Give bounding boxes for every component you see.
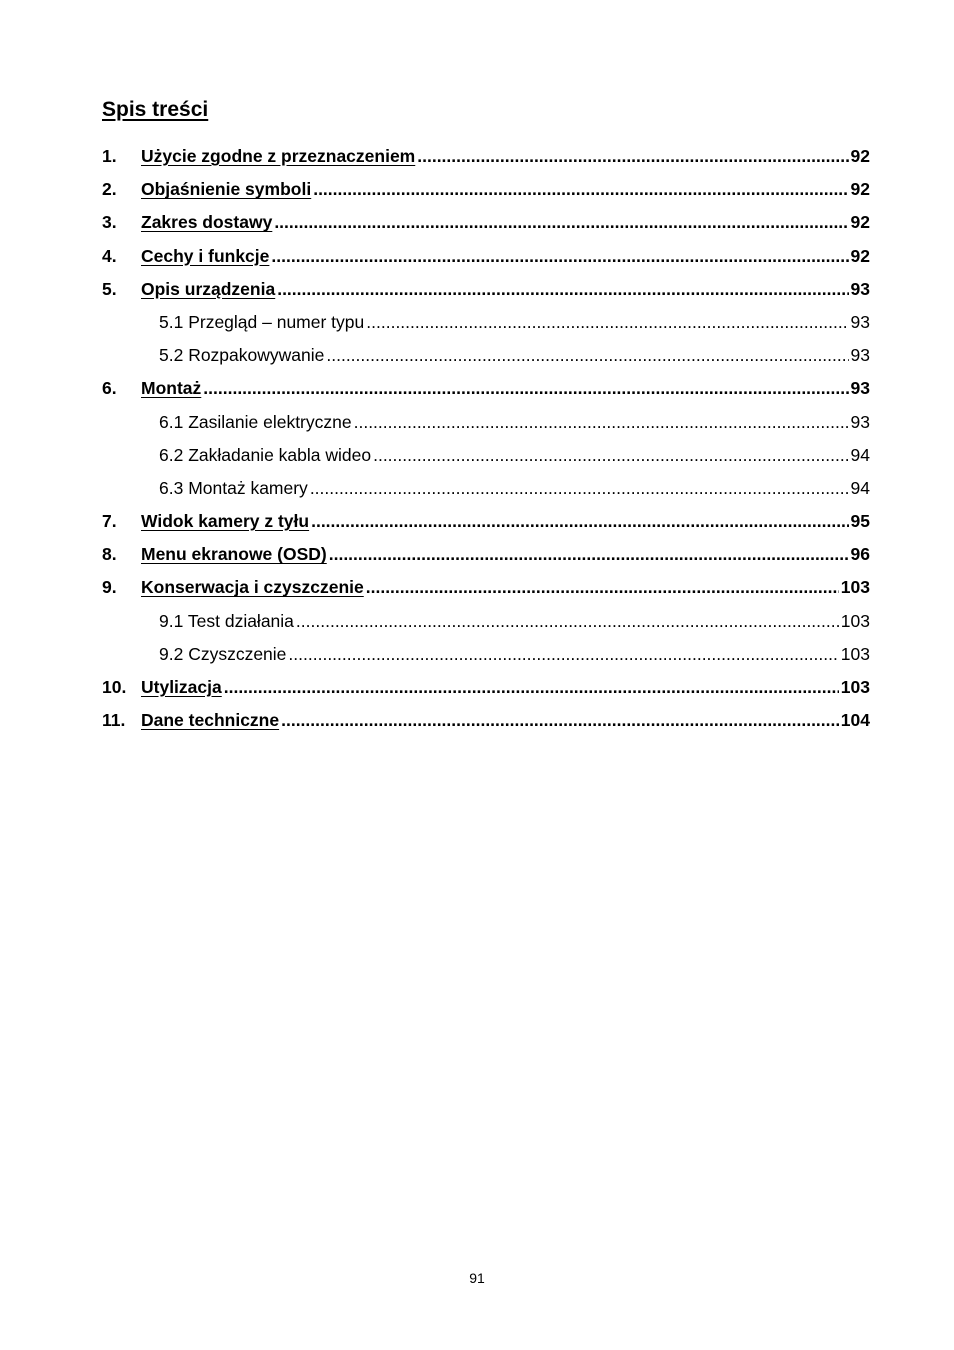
toc-entry-label: 5.1 Przegląd – numer typu [159, 311, 365, 332]
toc-entry-label: Konserwacja i czyszczenie [141, 577, 364, 598]
toc-entry[interactable] [102, 246, 870, 279]
toc-entry-number: 4. [102, 245, 117, 266]
toc-entry[interactable] [102, 179, 870, 212]
toc-entry-number: 11. [102, 710, 126, 731]
toc-entry-page: 94 [850, 477, 870, 498]
dot-leader [277, 279, 848, 300]
toc-entry-label: 6.3 Montaż kamery [159, 477, 308, 498]
dot-leader [274, 212, 848, 233]
toc-entry-label: 9.2 Czyszczenie [159, 643, 287, 664]
toc-entry-label: Dane techniczne [141, 710, 280, 731]
dot-leader [296, 611, 839, 632]
toc-entry-page: 96 [850, 544, 870, 565]
toc-subentry[interactable] [102, 445, 870, 478]
toc-entry[interactable] [102, 279, 870, 312]
toc-entry-label: 6.1 Zasilanie elektryczne [159, 411, 352, 432]
toc-entry-label: Menu ekranowe (OSD) [141, 544, 327, 565]
toc-entry-page: 93 [850, 311, 870, 332]
toc-entry-label: 9.1 Test działania [159, 610, 294, 631]
toc-entry-number: 9. [102, 577, 117, 598]
table-of-contents [102, 146, 870, 743]
toc-entry-page: 103 [840, 577, 870, 598]
toc-entry-number: 7. [102, 511, 117, 532]
toc-entry-number: 10. [102, 677, 127, 697]
dot-leader [354, 412, 849, 433]
toc-entry[interactable] [102, 146, 870, 179]
toc-entry-number: 6. [102, 378, 117, 399]
toc-entry-label: Widok kamery z tyłu [141, 511, 310, 532]
toc-entry-page: 92 [850, 146, 870, 166]
toc-entry-label: Objaśnienie symboli [141, 179, 312, 200]
toc-title: Spis treści [102, 98, 209, 121]
page-number: 91 [469, 1270, 485, 1286]
toc-entry[interactable] [102, 544, 870, 577]
toc-subentry[interactable] [102, 611, 870, 644]
dot-leader [417, 146, 848, 167]
toc-entry-number: 8. [102, 544, 117, 565]
toc-entry[interactable] [102, 577, 870, 610]
toc-entry[interactable] [102, 677, 870, 710]
toc-subentry[interactable] [102, 478, 870, 511]
dot-leader [373, 445, 848, 466]
toc-entry-page: 92 [850, 212, 870, 233]
toc-entry[interactable] [102, 378, 870, 411]
toc-entry[interactable] [102, 511, 870, 544]
toc-entry-label: Utylizacja [141, 677, 222, 697]
dot-leader [310, 478, 849, 499]
toc-entry-number: 2. [102, 179, 117, 200]
toc-subentry[interactable] [102, 412, 870, 445]
toc-entry-label: Użycie zgodne z przeznaczeniem [141, 146, 416, 166]
toc-entry-label: Montaż [141, 378, 202, 399]
toc-entry-page: 94 [850, 444, 870, 465]
dot-leader [313, 179, 848, 200]
toc-subentry[interactable] [102, 345, 870, 378]
toc-entry-page: 92 [850, 245, 870, 266]
toc-entry-page: 93 [850, 378, 870, 399]
toc-entry[interactable] [102, 710, 870, 743]
toc-entry-number: 5. [102, 278, 117, 299]
dot-leader [203, 378, 848, 399]
dot-leader [281, 710, 839, 731]
toc-entry-page: 103 [840, 610, 870, 631]
toc-entry[interactable] [102, 212, 870, 245]
dot-leader [224, 677, 839, 698]
dot-leader [271, 246, 848, 267]
toc-entry-page: 93 [850, 411, 870, 432]
toc-entry-page: 93 [850, 345, 870, 366]
dot-leader [326, 345, 848, 366]
toc-entry-label: Zakres dostawy [141, 212, 273, 233]
toc-entry-number: 3. [102, 212, 117, 233]
toc-entry-label: Cechy i funkcje [141, 245, 270, 266]
dot-leader [311, 511, 848, 532]
toc-entry-page: 93 [850, 278, 870, 299]
dot-leader [366, 312, 848, 333]
toc-subentry[interactable] [102, 312, 870, 345]
dot-leader [288, 644, 838, 665]
toc-subentry[interactable] [102, 644, 870, 677]
dot-leader [329, 544, 849, 565]
toc-entry-page: 95 [850, 511, 870, 532]
toc-entry-label: 6.2 Zakładanie kabla wideo [159, 444, 372, 465]
toc-entry-label: Opis urządzenia [141, 278, 276, 299]
toc-entry-label: 5.2 Rozpakowywanie [159, 345, 325, 366]
toc-entry-page: 92 [850, 179, 870, 200]
toc-entry-page: 104 [840, 710, 870, 731]
toc-entry-number: 1. [102, 146, 117, 166]
dot-leader [366, 577, 839, 598]
toc-entry-page: 103 [840, 677, 870, 697]
toc-entry-page: 103 [840, 643, 870, 664]
